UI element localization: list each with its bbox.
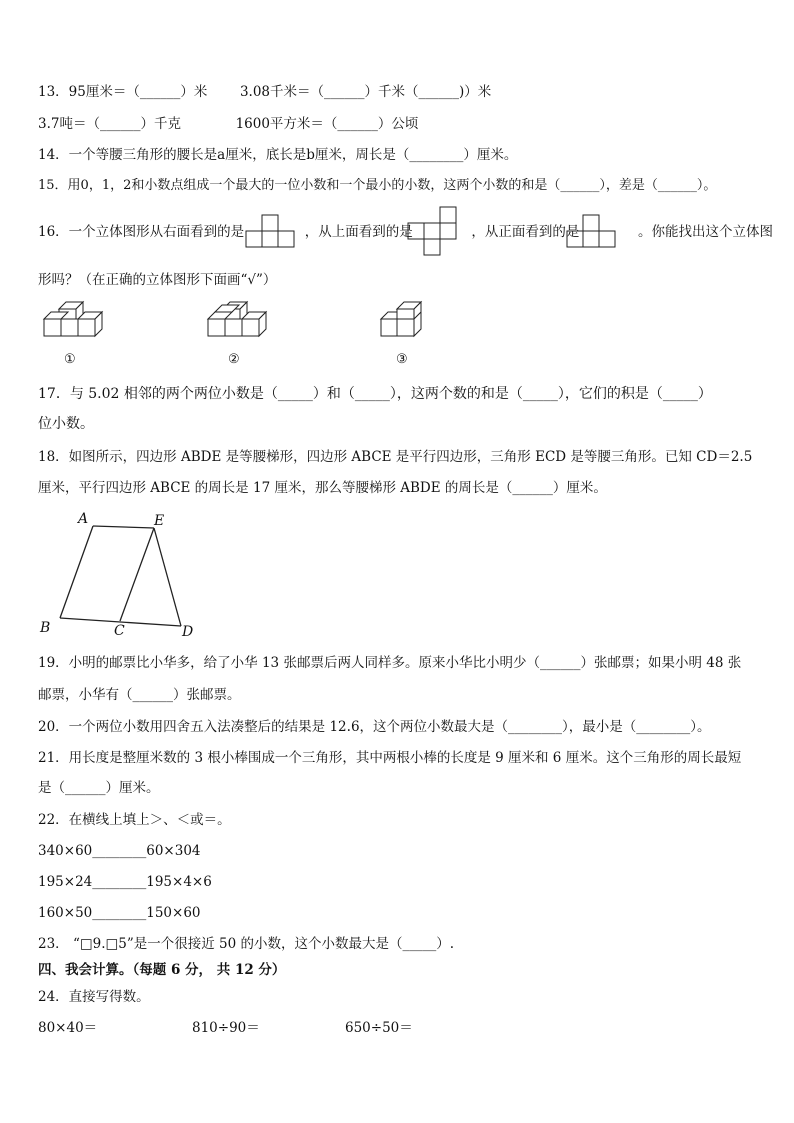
point-a-label: A	[78, 511, 89, 527]
q22-item-3: 160×50________150×60	[38, 905, 201, 921]
q19-line2: 邮票，小华有（______）张邮票。	[38, 687, 241, 703]
q21-line2: 是（______）厘米。	[38, 780, 160, 796]
q16-line2: 形吗？（在正确的立体图形下面画“√”）	[38, 272, 277, 288]
cube-figure-3[interactable]	[376, 298, 432, 350]
q17-line1: 17．与 5.02 相邻的两个两位小数是（_____）和（_____），这两个数的和是（_____），它们的积是（_____）	[38, 386, 712, 402]
q23: 23． “□9.□5”是一个很接近 50 的小数，这个小数最大是（_____）.	[38, 936, 455, 952]
top-view-figure	[407, 206, 459, 258]
q13-a: 13．95厘米＝（______）米	[38, 84, 208, 100]
q13-b: 3.08千米＝（______）千米（______)）米	[239, 84, 492, 100]
q22-item-2: 195×24________195×4×6	[38, 874, 212, 890]
q13-c: 3.7吨＝（______）千克	[38, 116, 181, 132]
cube-figure-1[interactable]	[36, 298, 108, 350]
q15: 15．用0，1，2和小数点组成一个最大的一位小数和一个最小的小数，这两个小数的和是（______），差是（______）。	[38, 178, 717, 193]
point-e-label: E	[154, 513, 165, 529]
section-4-heading: 四、我会计算。（每题 6 分， 共 12 分）	[38, 962, 286, 978]
q19-line1: 19．小明的邮票比小华多，给了小华 13 张邮票后两人同样多。原来小华比小明少（______）张邮票；如果小明 48 张	[38, 655, 742, 671]
q16-text1: 16．一个立体图形从右面看到的是	[38, 224, 245, 240]
q20: 20．一个两位小数用四舍五入法凑整后的结果是 12.6，这个两位小数最大是（________），最小是（________）。	[38, 719, 711, 735]
q16-text4: 。你能找出这个立体图	[637, 224, 773, 240]
q18-line2: 厘米，平行四边形 ABCE 的周长是 17 厘米，那么等腰梯形 ABDE 的周长是（______）厘米。	[38, 480, 607, 496]
right-view-figure	[245, 213, 299, 249]
q24-item-1: 80×40＝	[38, 1020, 98, 1036]
q22-item-1: 340×60________60×304	[38, 843, 201, 859]
q24-item-3: 650÷50＝	[345, 1020, 413, 1036]
front-view-figure	[566, 213, 620, 249]
q22-title: 22．在横线上填上＞、＜或＝。	[38, 812, 231, 828]
q13-d: 1600平方米＝（______）公顷	[235, 116, 419, 132]
q13-line2	[38, 114, 418, 134]
q14: 14．一个等腰三角形的腰长是a厘米，底长是b厘米，周长是（________）厘米。	[38, 147, 518, 163]
option-2-label: ②	[228, 352, 240, 367]
point-c-label: C	[114, 623, 125, 639]
q24-item-2: 810÷90＝	[192, 1020, 260, 1036]
cube-figure-2[interactable]	[200, 298, 276, 350]
option-1-label: ①	[64, 352, 76, 367]
q17-line2: 位小数。	[38, 416, 94, 432]
q18-line1: 18．如图所示，四边形 ABDE 是等腰梯形，四边形 ABCE 是平行四边形，三角形 ECD 是等腰三角形。已知 CD＝2.5	[38, 449, 753, 465]
q16-text3: ，从正面看到的是	[471, 224, 580, 240]
q21-line1: 21．用长度是整厘米数的 3 根小棒围成一个三角形，其中两根小棒的长度是 9 厘米和 6 厘米。这个三角形的周长最短	[38, 750, 742, 766]
point-d-label: D	[182, 624, 194, 640]
trapezoid-figure	[36, 506, 206, 642]
q16-line1	[38, 222, 773, 242]
point-b-label: B	[40, 620, 51, 636]
q16-text2: ，从上面看到的是	[304, 224, 413, 240]
q13-line1	[38, 82, 491, 102]
option-3-label: ③	[396, 352, 408, 367]
q24-title: 24．直接写得数。	[38, 989, 150, 1005]
